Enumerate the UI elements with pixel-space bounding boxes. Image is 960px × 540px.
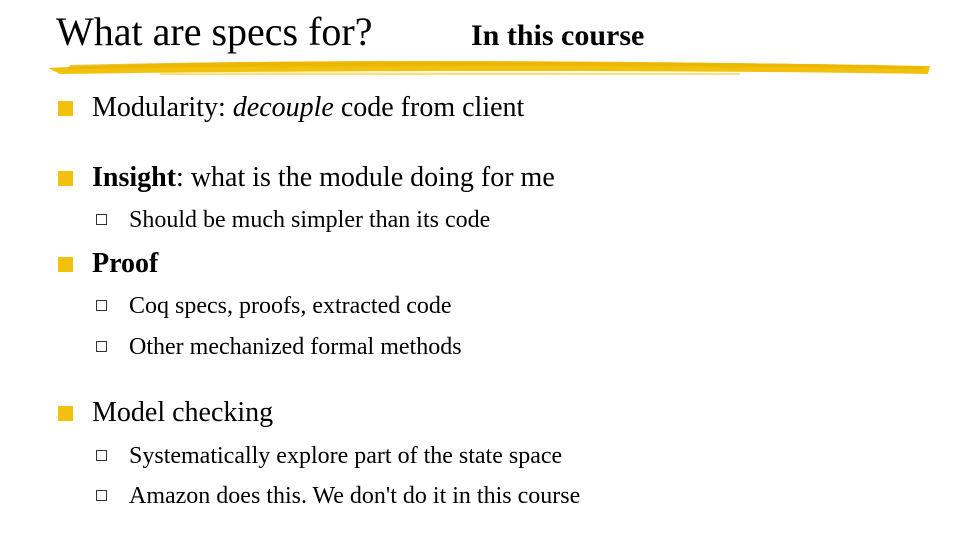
slide-subtitle: In this course [471, 19, 645, 52]
subitem-text: Coq specs, proofs, extracted code [129, 293, 452, 319]
hollow-square-bullet-icon [96, 341, 107, 352]
subitem-text: Should be much simpler than its code [129, 207, 491, 233]
bullet-term: Modularity: [92, 92, 233, 123]
bullet-text [92, 90, 524, 126]
subitem-text: Amazon does this. We don't do it in this course [129, 483, 581, 509]
hollow-square-bullet-icon [96, 450, 107, 461]
bullet-rest: code from client [333, 92, 525, 123]
square-bullet-icon [58, 101, 73, 116]
hollow-square-bullet-icon [96, 300, 107, 311]
bullet-term: Insight [92, 162, 177, 193]
square-bullet-icon [58, 257, 73, 272]
subitem-text: Other mechanized formal methods [129, 334, 462, 360]
brush-underline-icon [40, 54, 940, 80]
slide-title: What are specs for? [56, 9, 373, 54]
bullet-rest: : what is the module doing for me [176, 162, 555, 193]
hollow-square-bullet-icon [96, 490, 107, 501]
bullet-emphasis: decouple [232, 92, 334, 123]
square-bullet-icon [58, 171, 73, 186]
hollow-square-bullet-icon [96, 214, 107, 225]
subitem-text: Systematically explore part of the state space [129, 443, 563, 469]
bullet-term: Proof [92, 248, 159, 279]
bullet-term: Model checking [92, 397, 274, 428]
bullet-text [92, 160, 555, 196]
square-bullet-icon [58, 406, 73, 421]
